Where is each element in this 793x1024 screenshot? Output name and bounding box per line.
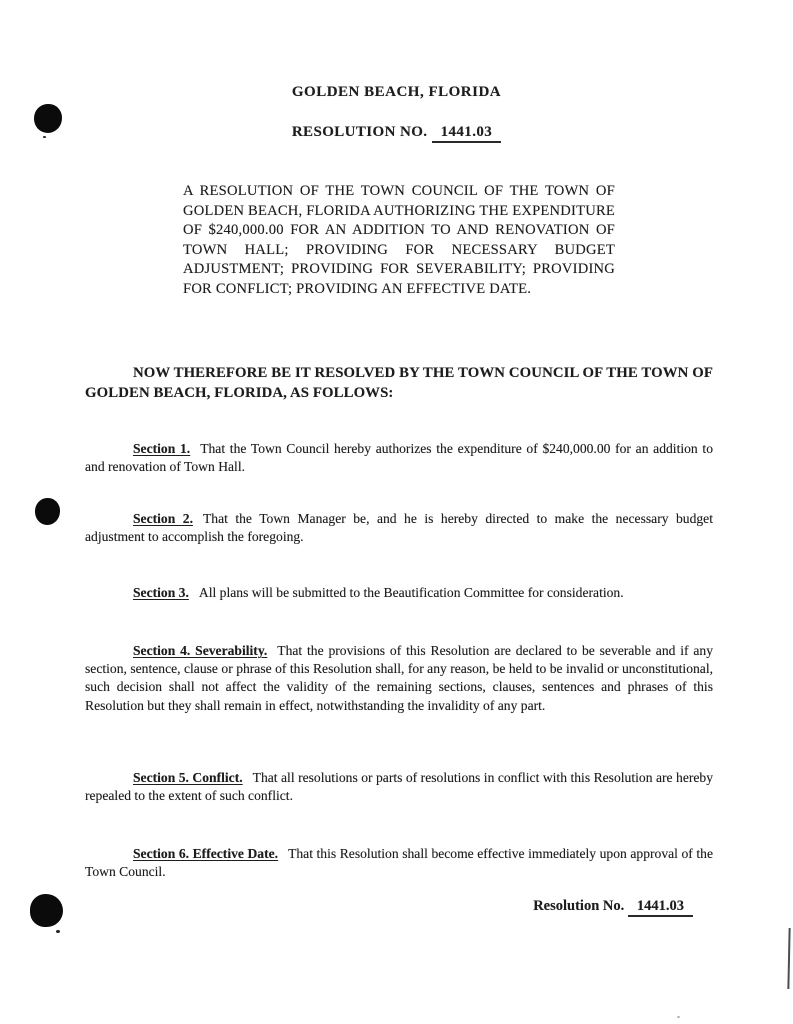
section-1-text: That the Town Council hereby authorizes the expenditure of $240,000.00 for an addition to and renovation of Town Hall. <box>85 441 713 475</box>
section-4-label: Section 4. Severability. <box>133 643 268 658</box>
section-5-paragraph <box>85 769 713 805</box>
footer-resolution-value: 1441.03 <box>628 898 693 917</box>
section-1-paragraph <box>85 440 713 476</box>
footer-resolution-label: Resolution No. <box>533 898 625 914</box>
resolution-number-heading <box>0 124 793 141</box>
section-4-text: That the provisions of this Resolution are declared to be severable and if any section, sentence, clause or phrase of this Resolution shall, for any reason, be held to be invalid or unconstitutional, such decision shall not affect the validity of the remaining sections, clauses, sentences and phrases of this Resolution but they shall remain in effect, notwithstanding the invalidity of any part. <box>85 643 713 713</box>
document-title: GOLDEN BEACH, FLORIDA <box>291 84 502 100</box>
section-1-label: Section 1. <box>133 441 191 456</box>
hole-punch-mark <box>35 498 60 525</box>
section-4-paragraph <box>85 642 713 715</box>
section-3-paragraph <box>85 584 713 602</box>
section-6-text: That this Resolution shall become effective immediately upon approval of the Town Council. <box>85 846 713 880</box>
section-3-text: All plans will be submitted to the Beautification Committee for consideration. <box>198 585 624 600</box>
scan-speck <box>677 1016 680 1018</box>
section-6-paragraph <box>85 845 713 881</box>
section-6-label: Section 6. Effective Date. <box>133 846 279 861</box>
resolution-no-label: RESOLUTION NO. <box>291 124 428 140</box>
section-2-paragraph <box>85 510 713 546</box>
resolution-no-value: 1441.03 <box>432 124 502 143</box>
scan-speck <box>56 930 60 933</box>
section-5-text: That all resolutions or parts of resolutions in conflict with this Resolution are hereby repealed to the extent of such conflict. <box>85 770 714 804</box>
section-3-label: Section 3. <box>133 585 189 600</box>
footer-resolution-number <box>0 898 793 915</box>
resolved-clause: NOW THEREFORE BE IT RESOLVED BY THE TOWN COUNCIL OF THE TOWN OF GOLDEN BEACH, FLORIDA, AS FOLLOWS: <box>85 365 713 401</box>
section-2-label: Section 2. <box>133 511 193 526</box>
preamble-paragraph: A RESOLUTION OF THE TOWN COUNCIL OF THE TOWN OF GOLDEN BEACH, FLORIDA AUTHORIZING THE EXPENDITURE OF $240,000.00 FOR AN ADDITION TO AND RENOVATION OF TOWN HALL; PROVIDING FOR NECESSARY BUDGET ADJUSTMENT; PROVIDING FOR SEVERABILITY; PROVIDING FOR CONFLICT; PROVIDING AN EFFECTIVE DATE. <box>183 183 615 297</box>
section-5-label: Section 5. Conflict. <box>133 770 243 785</box>
scan-edge-artifact <box>787 928 790 989</box>
section-2-text: That the Town Manager be, and he is hereby directed to make the necessary budget adjustment to accomplish the foregoing. <box>85 511 713 545</box>
